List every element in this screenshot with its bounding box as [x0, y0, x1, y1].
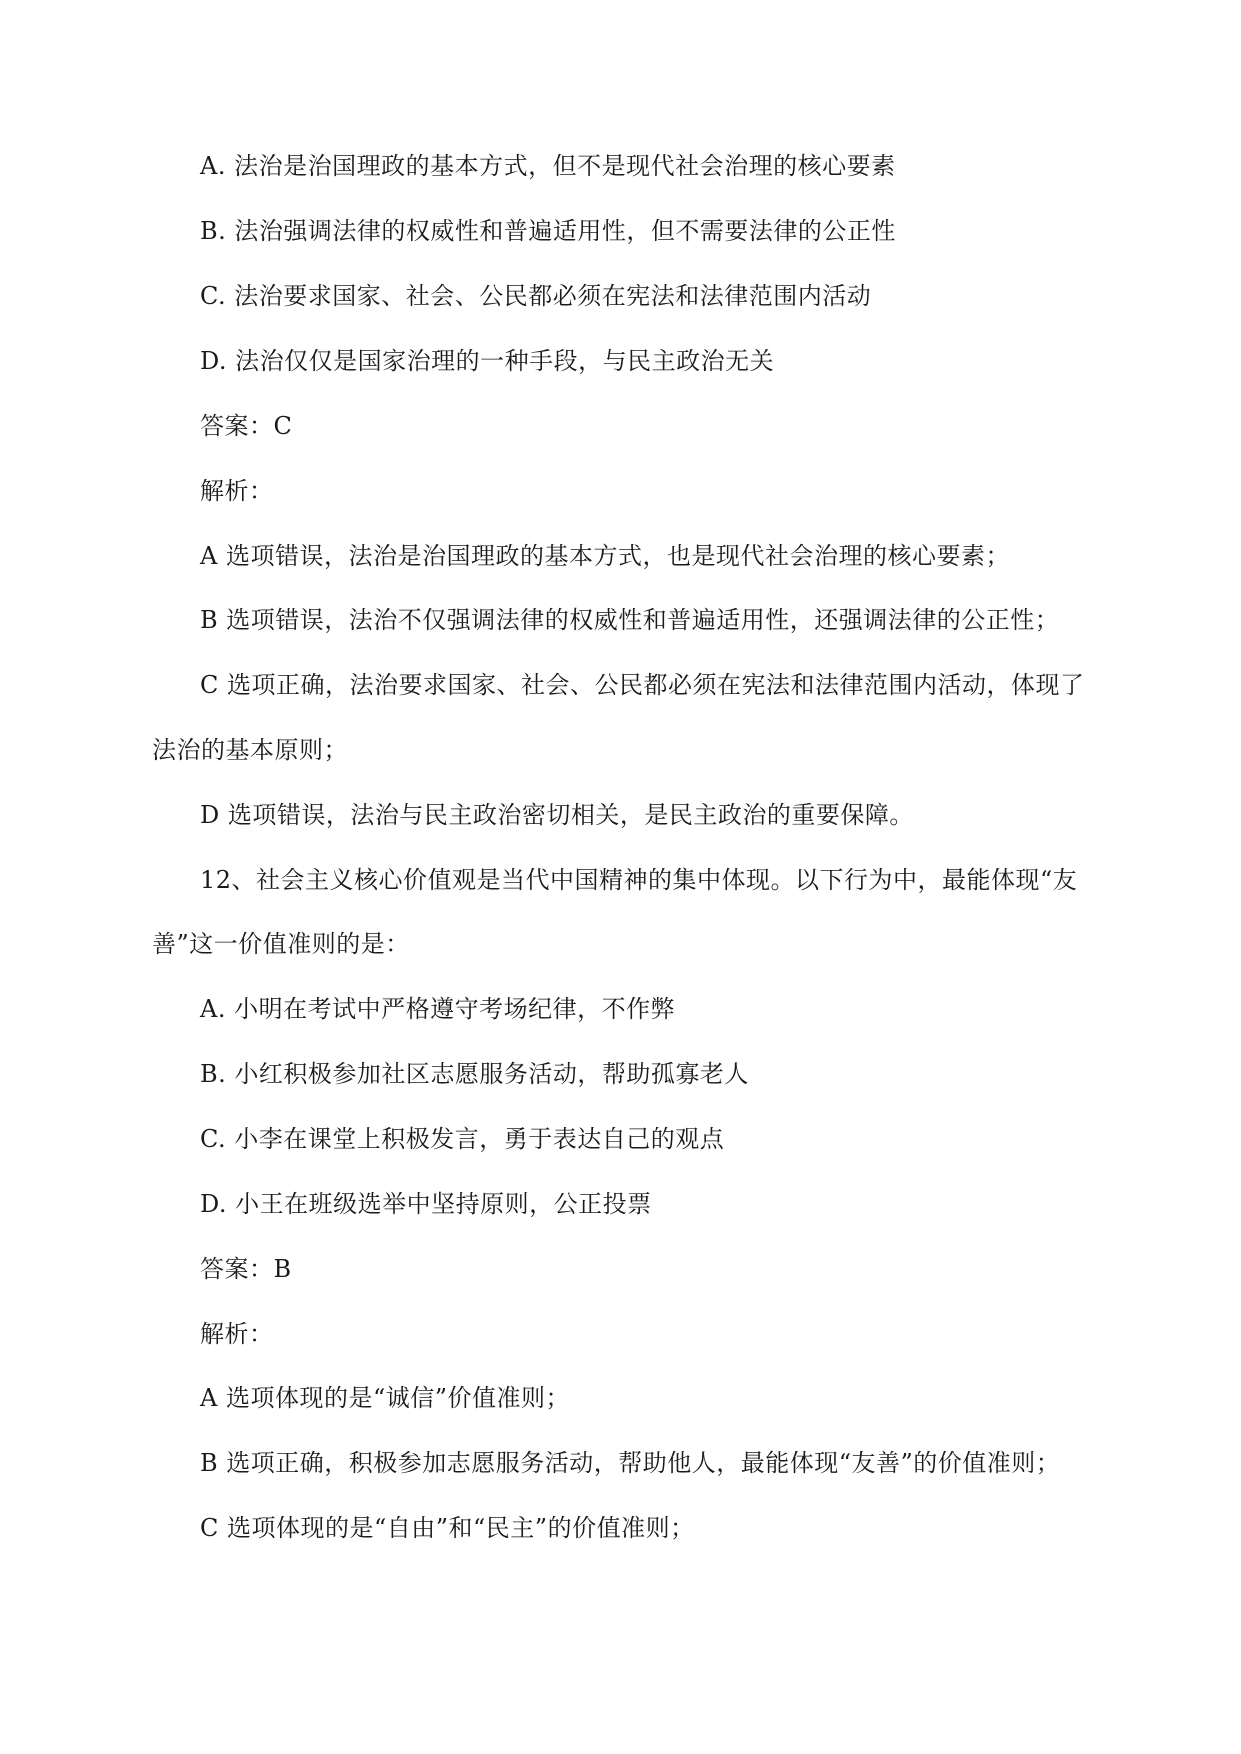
question-12: 12、社会主义核心价值观是当代中国精神的集中体现。以下行为中，最能体现“友 [200, 866, 1078, 894]
option-b-q12: B. 小红积极参加社区志愿服务活动，帮助孤寡老人 [200, 1060, 749, 1088]
analysis-c-q12: C 选项体现的是“自由”和“民主”的价值准则； [200, 1514, 695, 1542]
option-a-q11: A. 法治是治国理政的基本方式，但不是现代社会治理的核心要素 [200, 152, 896, 180]
analysis-b-q11: B 选项错误，法治不仅强调法律的权威性和普遍适用性，还强调法律的公正性； [200, 606, 1060, 634]
analysis-a-q12: A 选项体现的是“诚信”价值准则； [200, 1384, 570, 1412]
analysis-c-q11-cont: 法治的基本原则； [152, 736, 348, 764]
option-c-q12: C. 小李在课堂上积极发言，勇于表达自己的观点 [200, 1125, 725, 1153]
option-d-q12: D. 小王在班级选举中坚持原则，公正投票 [200, 1190, 652, 1218]
question-12-cont: 善”这一价值准则的是： [152, 930, 410, 958]
analysis-a-q11: A 选项错误，法治是治国理政的基本方式，也是现代社会治理的核心要素； [200, 542, 1010, 570]
answer-q11: 答案：C [200, 412, 293, 440]
analysis-b-q12: B 选项正确，积极参加志愿服务活动，帮助他人，最能体现“友善”的价值准则； [200, 1449, 1061, 1477]
option-c-q11: C. 法治要求国家、社会、公民都必须在宪法和法律范围内活动 [200, 282, 872, 310]
answer-q12: 答案：B [200, 1255, 292, 1283]
option-a-q12: A. 小明在考试中严格遵守考场纪律，不作弊 [200, 995, 676, 1023]
option-d-q11: D. 法治仅仅是国家治理的一种手段，与民主政治无关 [200, 347, 775, 375]
option-b-q11: B. 法治强调法律的权威性和普遍适用性，但不需要法律的公正性 [200, 217, 896, 245]
analysis-heading-q11: 解析： [200, 477, 274, 505]
analysis-c-q11: C 选项正确，法治要求国家、社会、公民都必须在宪法和法律范围内活动，体现了 [200, 671, 1085, 699]
analysis-heading-q12: 解析： [200, 1320, 274, 1348]
analysis-d-q11: D 选项错误，法治与民主政治密切相关，是民主政治的重要保障。 [200, 801, 914, 829]
